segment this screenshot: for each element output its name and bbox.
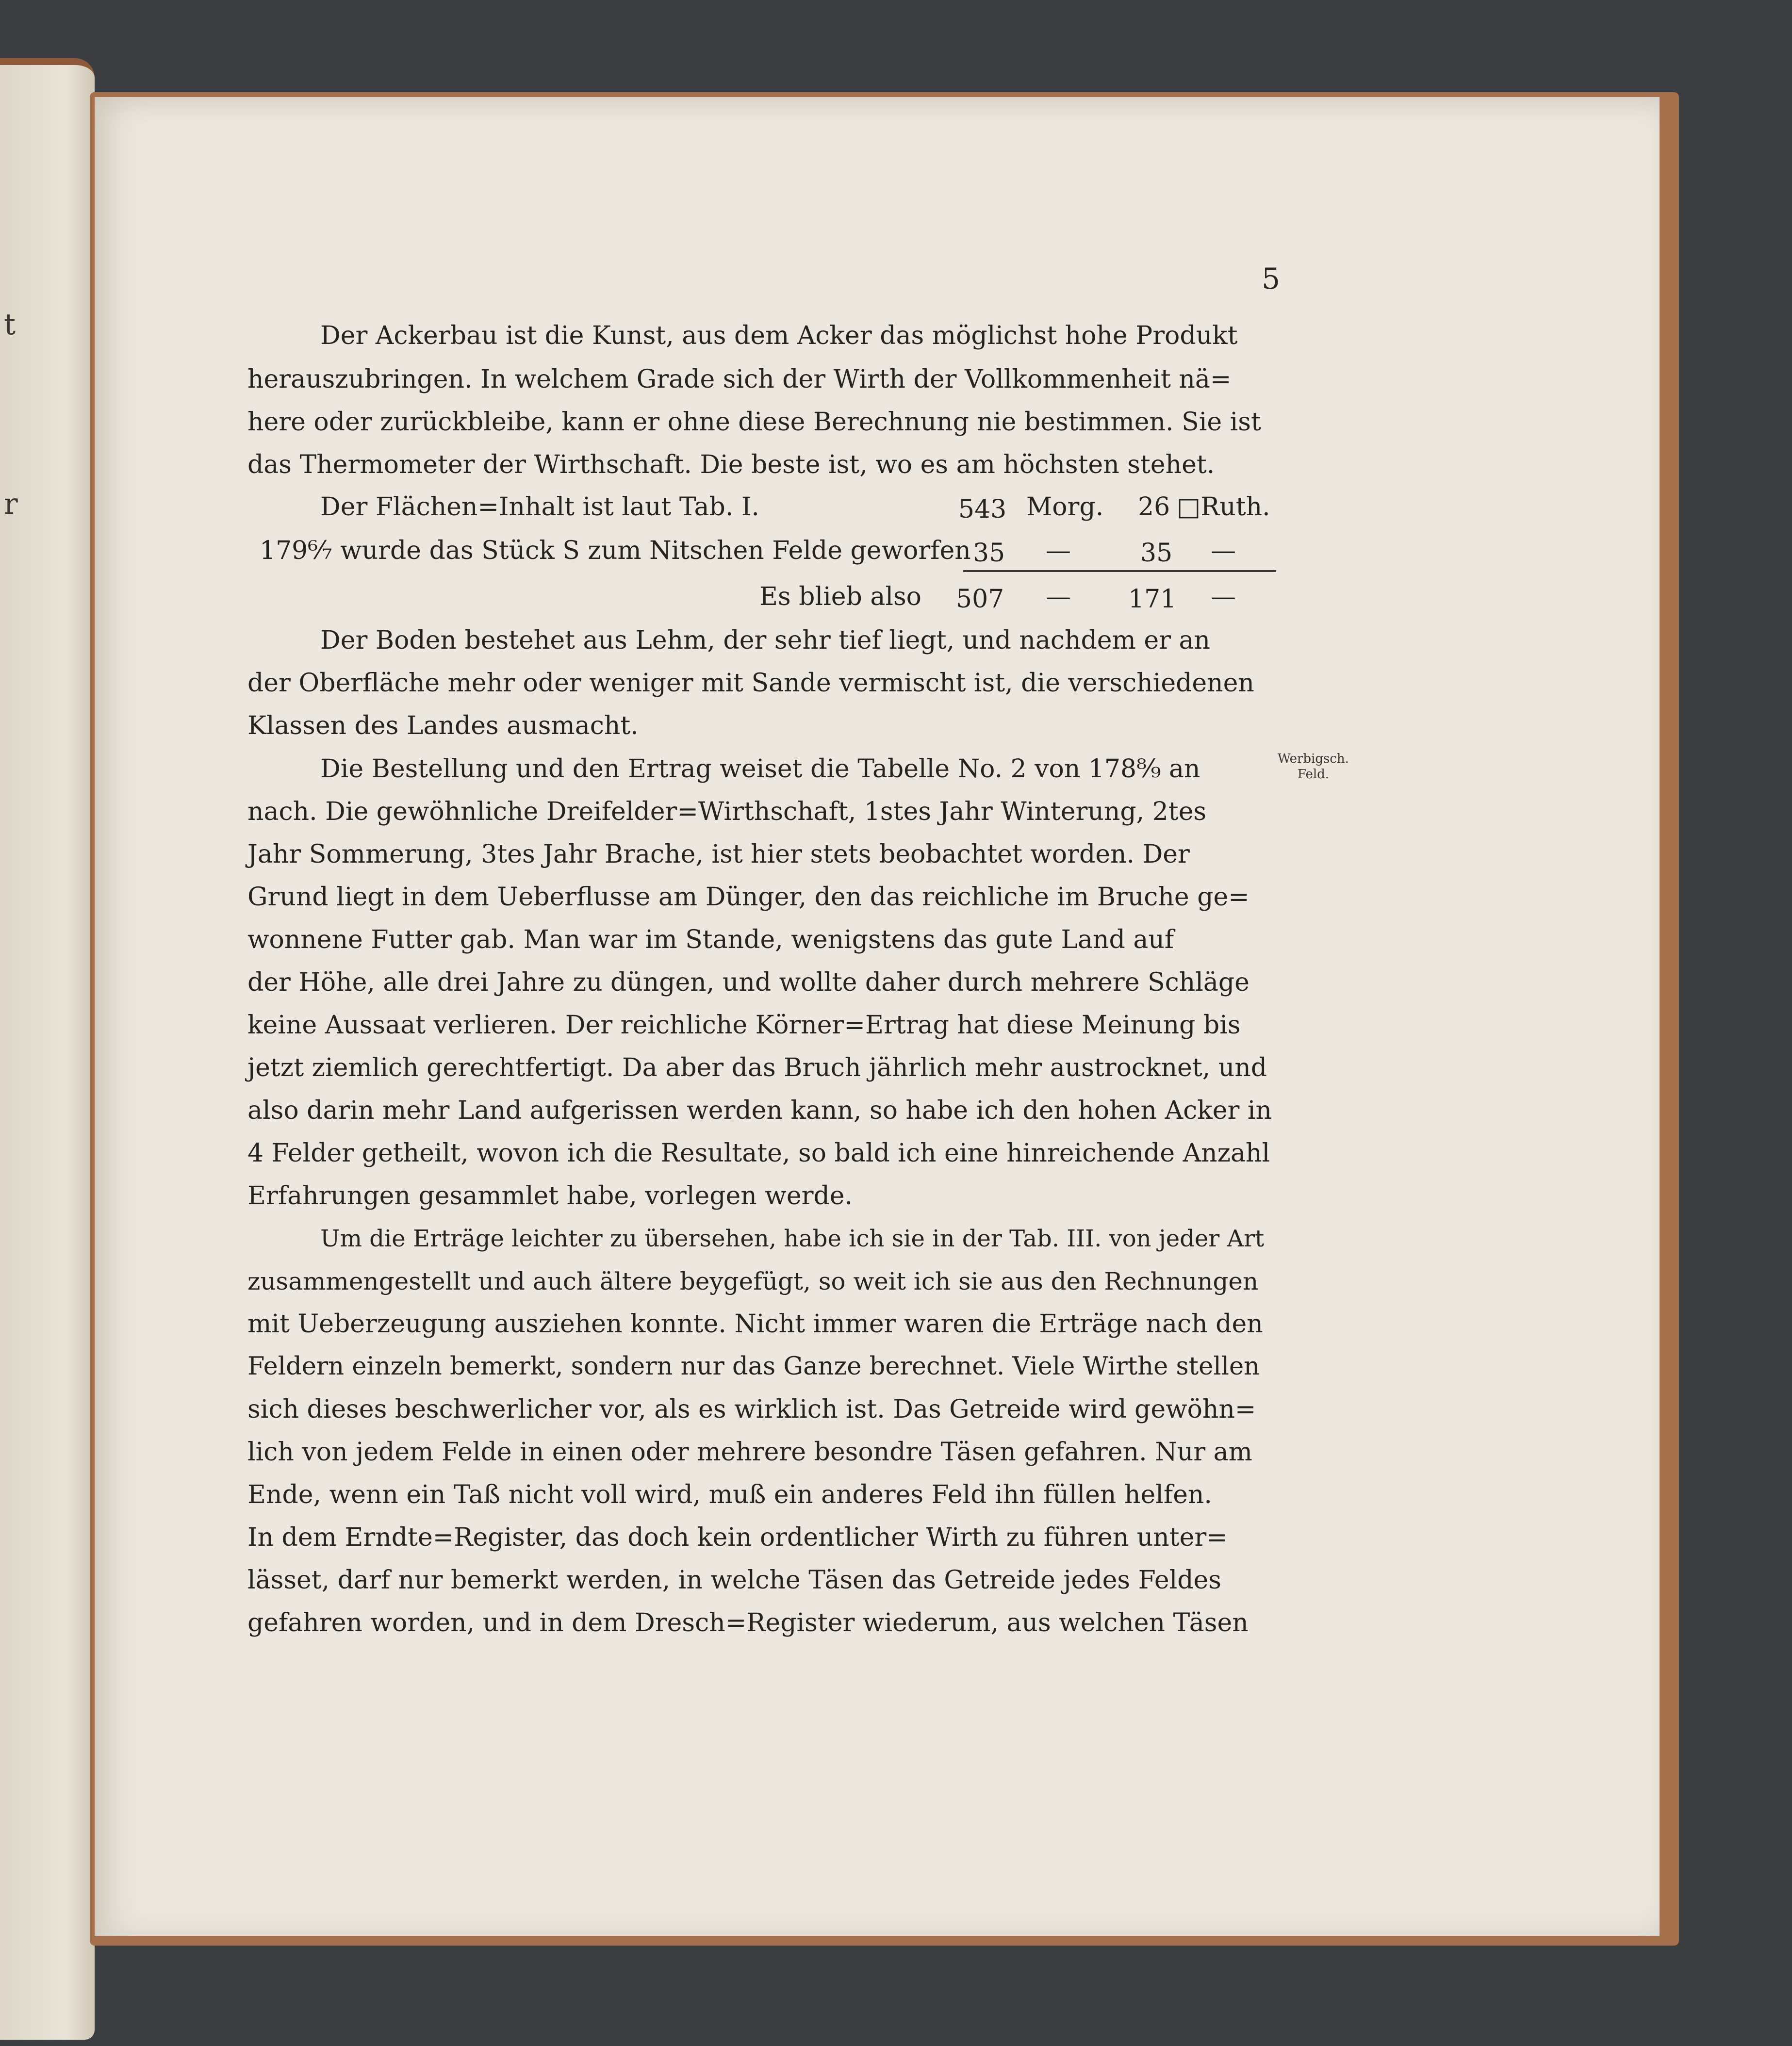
- text-line: Grund liegt in dem Ueberflusse am Dünger, den das reichliche im Bruche ge=: [247, 883, 1249, 912]
- text-line: der Höhe, alle drei Jahre zu düngen, und wollte daher durch mehrere Schläge: [247, 968, 1249, 997]
- text-line: nach. Die gewöhnliche Dreifelder=Wirthschaft, 1stes Jahr Winterung, 2tes: [247, 797, 1207, 826]
- left-page-fragment: t: [4, 308, 16, 342]
- text-line: keine Aussaat verlieren. Der reichliche Körner=Ertrag hat diese Meinung bis: [247, 1011, 1241, 1040]
- text-line: lässet, darf nur bemerkt werden, in welche Täsen das Getreide jedes Feldes: [247, 1566, 1221, 1595]
- text-line: Der Boden bestehet aus Lehm, der sehr tief liegt, und nachdem er an: [320, 626, 1211, 655]
- left-page-edge: [0, 58, 95, 2040]
- text-line: here oder zurückbleibe, kann er ohne diese Berechnung nie bestimmen. Sie ist: [247, 408, 1261, 437]
- table-row-label: Der Flächen=Inhalt ist laut Tab. I.: [320, 492, 759, 522]
- table-dash: —: [1211, 536, 1236, 565]
- text-line: Ende, wenn ein Taß nicht voll wird, muß ein anderes Feld ihn füllen helfen.: [247, 1480, 1212, 1509]
- text-line: sich dieses beschwerlicher vor, als es wirklich ist. Das Getreide wird gewöhn=: [247, 1395, 1256, 1424]
- sum-rule: [963, 570, 1276, 572]
- text-line: jetzt ziemlich gerechtfertigt. Da aber das Bruch jährlich mehr austrocknet, und: [247, 1053, 1267, 1082]
- text-line: wonnene Futter gab. Man war im Stande, wenigstens das gute Land auf: [247, 925, 1174, 954]
- table-row-label: 179⁶⁄₇ wurde das Stück S zum Nitschen Felde geworfen: [260, 536, 971, 565]
- text-line: der Oberfläche mehr oder weniger mit Sande vermischt ist, die verschiedenen: [247, 669, 1254, 698]
- table-row-label: Es blieb also: [759, 582, 921, 611]
- text-line: 4 Felder getheilt, wovon ich die Resultate, so bald ich eine hinreichende Anzahl: [247, 1139, 1270, 1168]
- text-line: Um die Erträge leichter zu übersehen, habe ich sie in der Tab. III. von jeder Art: [320, 1225, 1265, 1252]
- margin-note: [1278, 751, 1349, 782]
- text-line: lich von jedem Felde in einen oder mehrere besondre Täsen gefahren. Nur am: [247, 1438, 1252, 1467]
- text-line: Klassen des Landes ausmacht.: [247, 711, 639, 740]
- table-cell-morgen: 35: [973, 539, 1005, 568]
- text-line: Erfahrungen gesammlet habe, vorlegen werde.: [247, 1181, 853, 1211]
- margin-note-line: Feld.: [1297, 767, 1330, 782]
- table-dash: —: [1211, 582, 1236, 611]
- text-line: herauszubringen. In welchem Grade sich der Wirth der Vollkommenheit nä=: [247, 365, 1232, 394]
- text-line: zusammengestellt und auch ältere beygefügt, so weit ich sie aus den Rechnungen: [247, 1267, 1259, 1295]
- margin-note-line: Werbigsch.: [1278, 752, 1349, 766]
- table-dash: —: [1046, 582, 1071, 611]
- text-line: Jahr Sommerung, 3tes Jahr Brache, ist hier stets beobachtet worden. Der: [247, 840, 1190, 869]
- table-cell-morgen: 507: [956, 585, 1004, 614]
- table-cell-morgen: 543: [958, 495, 1007, 524]
- text-line: Der Ackerbau ist die Kunst, aus dem Acker das möglichst hohe Produkt: [320, 321, 1238, 350]
- table-dash: —: [1046, 536, 1071, 565]
- table-unit-morgen: Morg.: [1026, 492, 1104, 522]
- text-line: gefahren worden, und in dem Dresch=Register wiederum, aus welchen Täsen: [247, 1608, 1249, 1637]
- table-unit-ruthen: □Ruth.: [1177, 492, 1270, 522]
- table-cell-ruthen: 171: [1128, 585, 1177, 614]
- text-line: also darin mehr Land aufgerissen werden kann, so habe ich den hohen Acker in: [247, 1096, 1272, 1125]
- table-cell-ruthen: 26: [1138, 492, 1170, 522]
- text-line: das Thermometer der Wirthschaft. Die beste ist, wo es am höchsten stehet.: [247, 450, 1215, 479]
- left-page-fragment: r: [4, 487, 18, 521]
- table-cell-ruthen: 35: [1140, 539, 1173, 568]
- text-line: Die Bestellung und den Ertrag weiset die Tabelle No. 2 von 178⁸⁄₉ an: [320, 754, 1200, 784]
- text-line: Feldern einzeln bemerkt, sondern nur das Ganze berechnet. Viele Wirthe stellen: [247, 1352, 1260, 1381]
- text-line: mit Ueberzeugung ausziehen konnte. Nicht immer waren die Erträge nach den: [247, 1309, 1263, 1339]
- page-number: 5: [1262, 262, 1281, 296]
- text-line: In dem Erndte=Register, das doch kein ordentlicher Wirth zu führen unter=: [247, 1523, 1228, 1552]
